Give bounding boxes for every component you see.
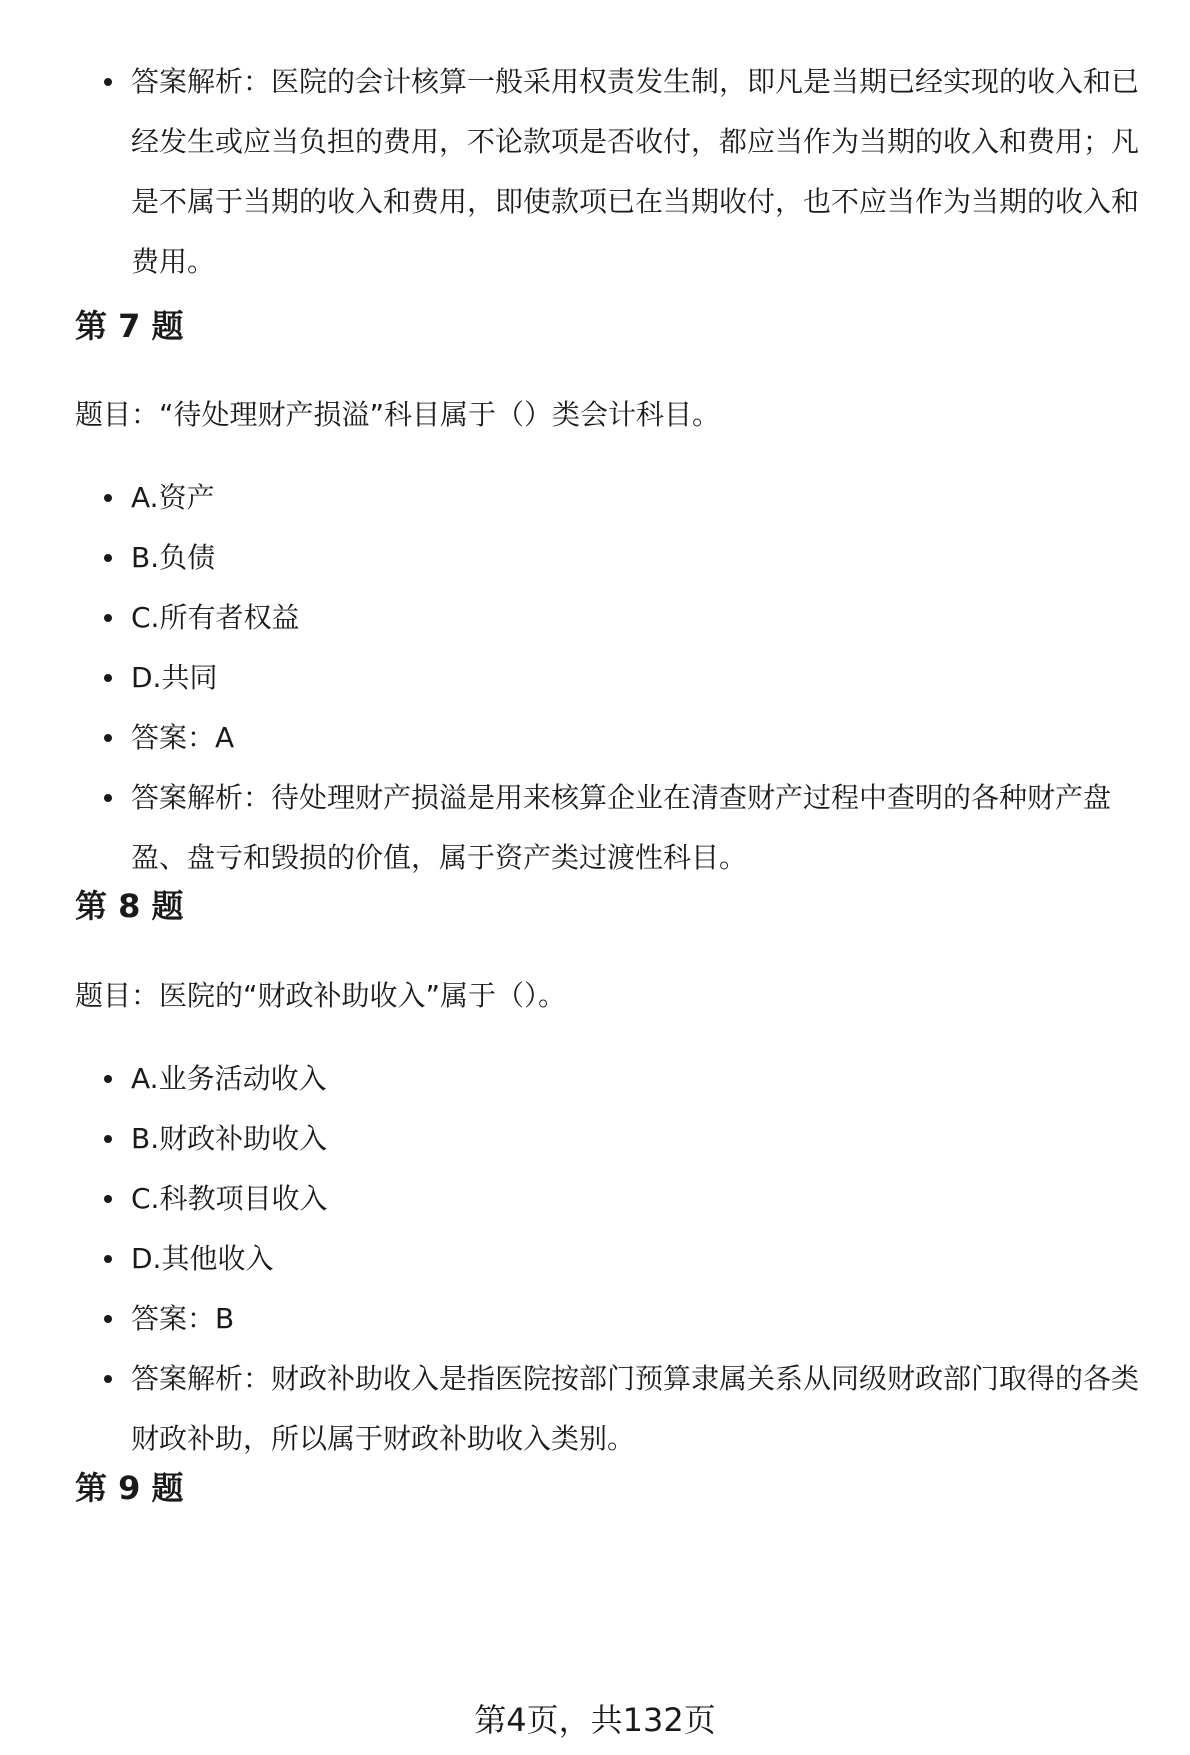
question-8-items [75, 1049, 1160, 1469]
option-d: D.其他收入 [75, 1229, 1160, 1289]
option-list [75, 468, 1160, 888]
explanation-item: 答案解析：财政补助收入是指医院按部门预算隶属关系从同级财政部门取得的各类财政补助，所以属于财政补助收入类别。 [75, 1349, 1160, 1469]
answer-item: 答案：A [75, 708, 1160, 768]
option-c: C.所有者权益 [75, 588, 1160, 648]
question-7-items [75, 468, 1160, 888]
explanation-item: 答案解析：医院的会计核算一般采用权责发生制，即凡是当期已经实现的收入和已经发生或应当负担的费用，不论款项是否收付，都应当作为当期的收入和费用；凡是不属于当期的收入和费用，即使款项已在当期收付，也不应当作为当期的收入和费用。 [75, 52, 1160, 292]
page-indicator: 第4页，共132页 [474, 1701, 716, 1739]
question-heading-7: 第 7 题 [75, 307, 184, 345]
option-a: A.业务活动收入 [75, 1049, 1160, 1109]
option-list [75, 1049, 1160, 1469]
question-stem-8: 题目：医院的“财政补助收入”属于（）。 [75, 979, 567, 1012]
question-heading-9: 第 9 题 [75, 1469, 184, 1507]
option-c: C.科教项目收入 [75, 1169, 1160, 1229]
question-heading-8: 第 8 题 [75, 887, 184, 925]
prev-question-list [75, 52, 1160, 292]
option-b: B.财政补助收入 [75, 1109, 1160, 1169]
option-b: B.负债 [75, 528, 1160, 588]
explanation-item: 答案解析：待处理财产损溢是用来核算企业在清查财产过程中查明的各种财产盘盈、盘亏和毁损的价值，属于资产类过渡性科目。 [75, 768, 1160, 888]
option-a: A.资产 [75, 468, 1160, 528]
prev-question-block [75, 52, 1160, 292]
option-d: D.共同 [75, 648, 1160, 708]
answer-item: 答案：B [75, 1289, 1160, 1349]
question-stem-7: 题目：“待处理财产损溢”科目属于（）类会计科目。 [75, 398, 721, 431]
